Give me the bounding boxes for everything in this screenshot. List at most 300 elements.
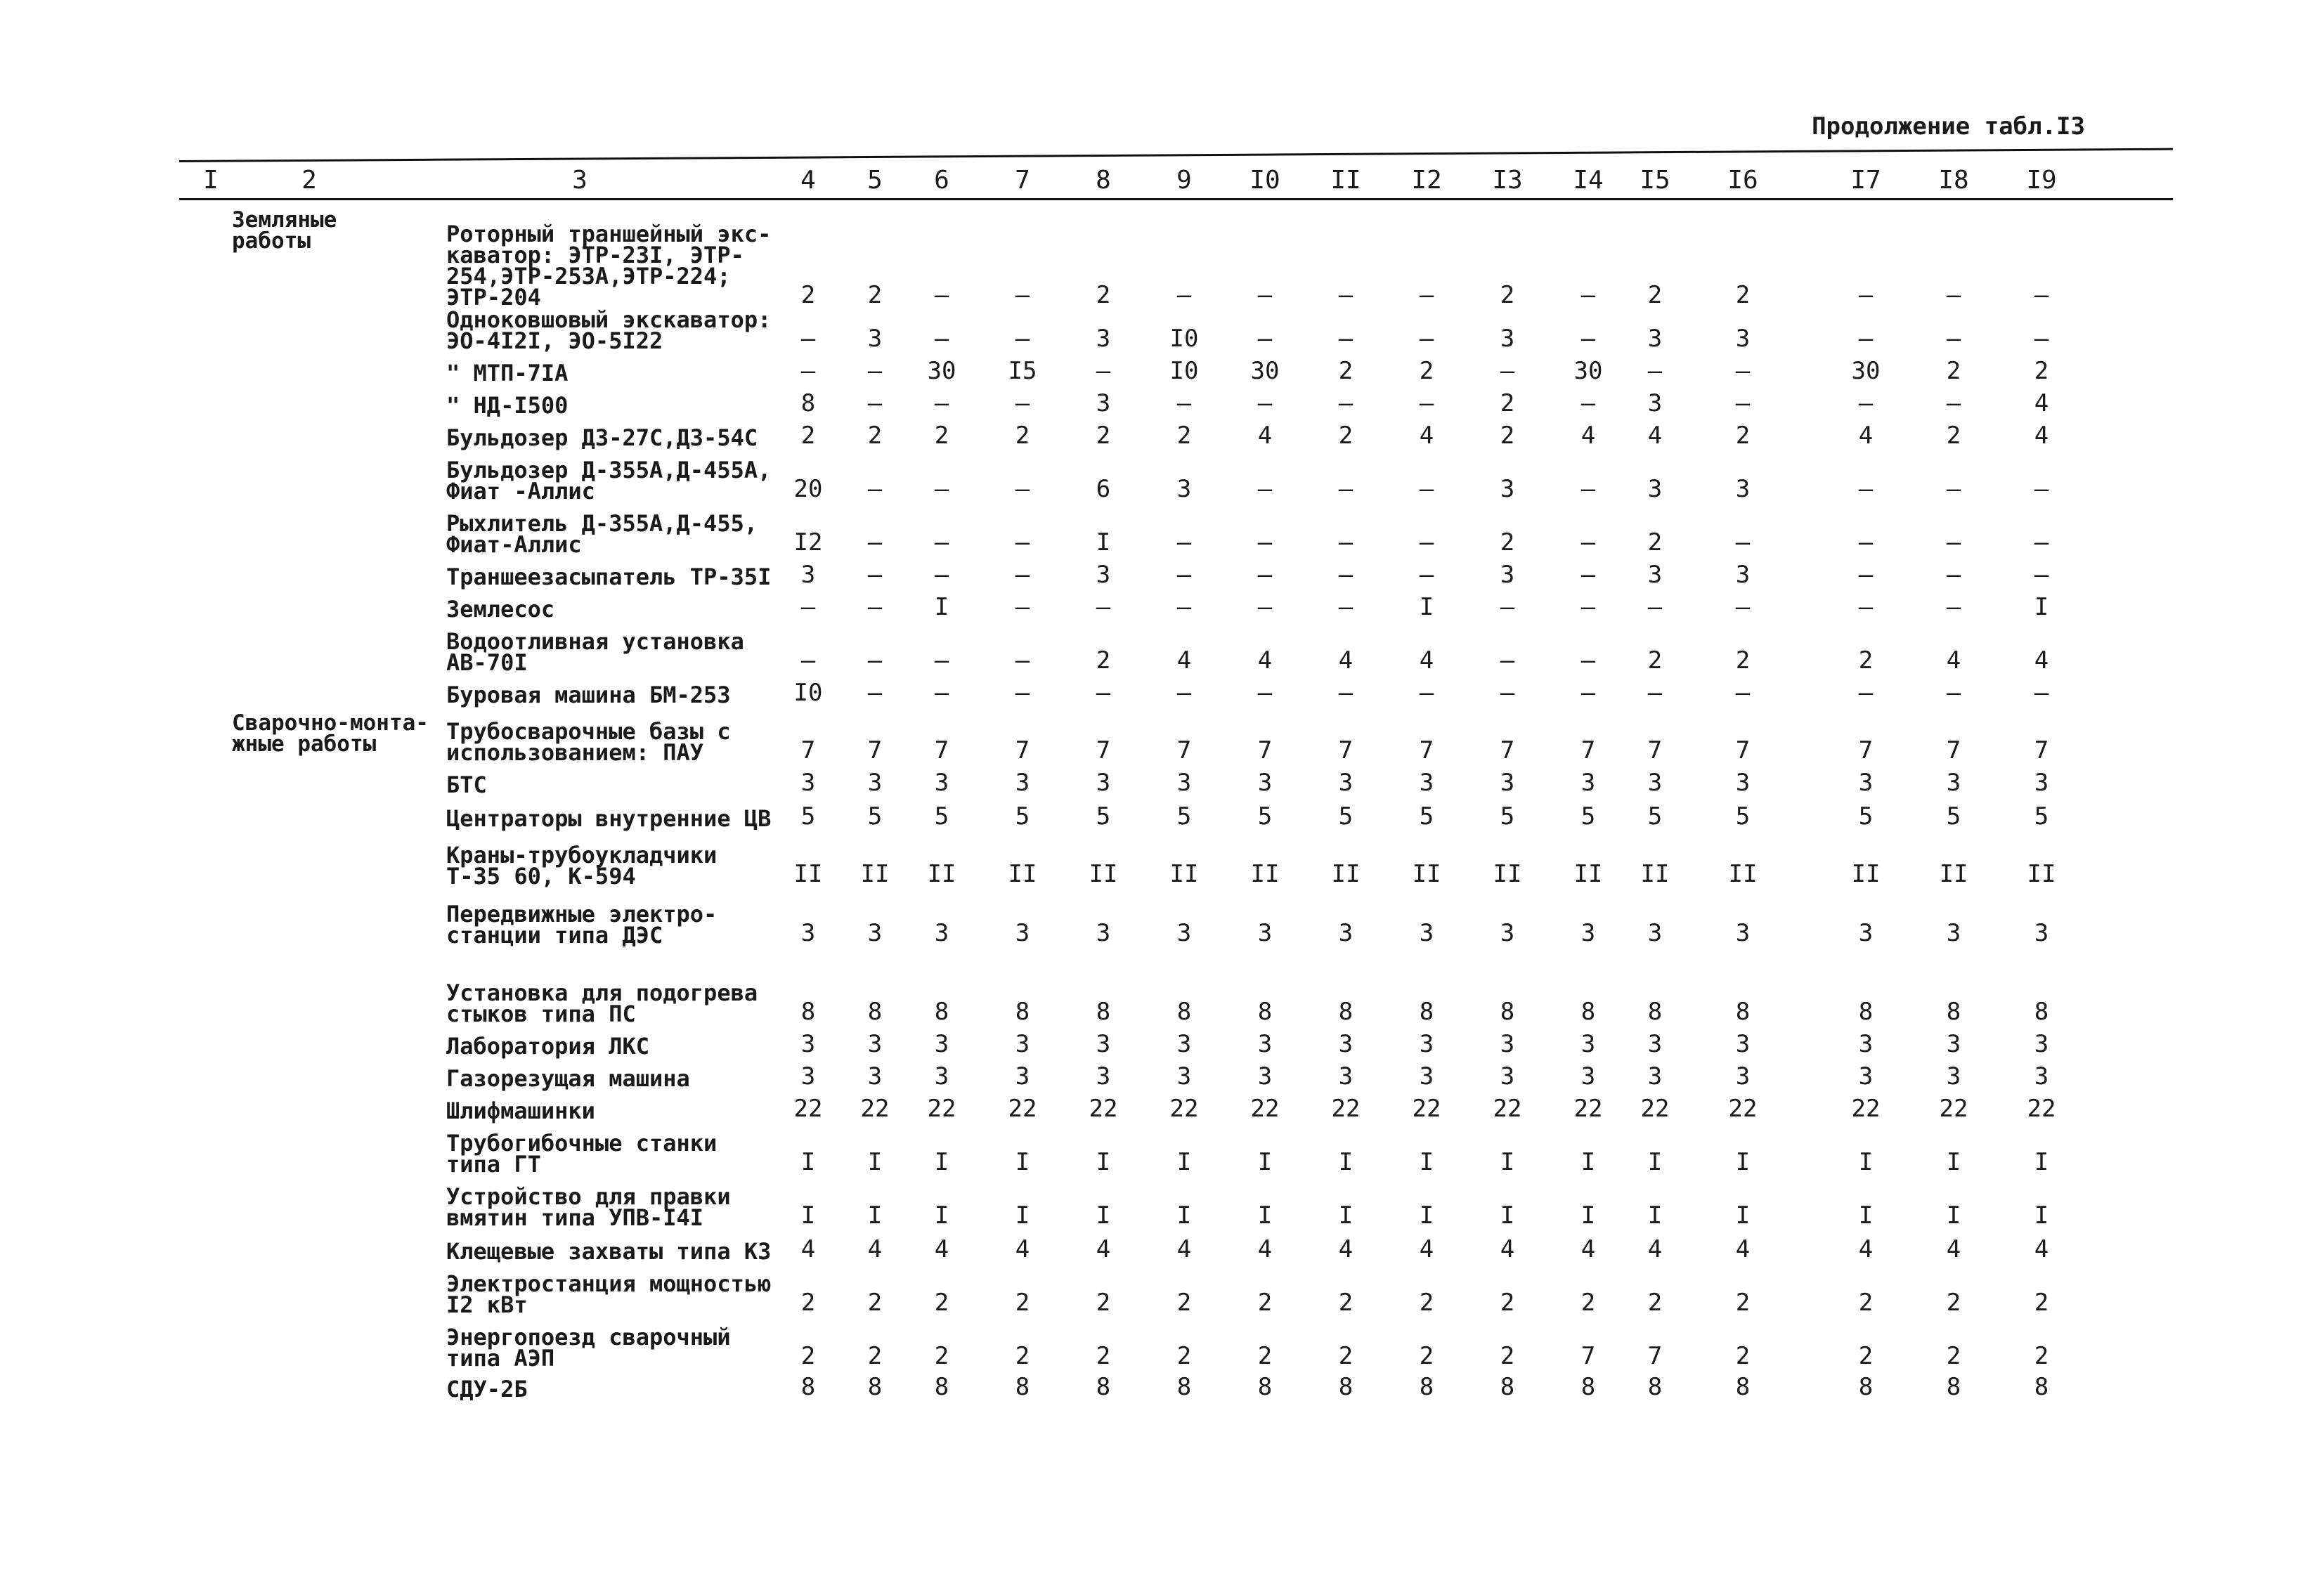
value-cell: 2 — [1735, 1342, 1751, 1370]
value-cell: – — [1580, 389, 1596, 417]
value-cell: II — [1851, 860, 1881, 888]
value-cell: 4 — [1257, 1235, 1273, 1263]
value-cell: 7 — [1176, 736, 1192, 764]
value-cell: 8 — [1176, 1373, 1192, 1401]
value-cell: I — [1015, 1148, 1030, 1176]
value-cell: 2 — [1500, 1342, 1515, 1370]
value-cell: I — [1419, 593, 1434, 621]
value-cell: 2 — [1500, 422, 1515, 450]
value-cell: – — [1419, 281, 1434, 309]
value-cell: 3 — [867, 769, 883, 797]
value-cell: – — [1946, 528, 1961, 556]
value-cell: – — [1176, 528, 1192, 556]
equipment-name: " НД-I500 — [446, 392, 569, 419]
value-cell: 2 — [800, 1289, 816, 1317]
value-cell: – — [1580, 528, 1596, 556]
value-cell: 8 — [1580, 1373, 1596, 1401]
value-cell: 2 — [800, 422, 816, 450]
value-cell: – — [1015, 593, 1030, 621]
table-row — [179, 798, 2175, 832]
header-cell: 9 — [1176, 166, 1192, 195]
equipment-name: Центраторы внутренние ЦВ — [446, 805, 772, 832]
value-cell: – — [867, 475, 883, 503]
value-cell: 30 — [927, 357, 956, 385]
value-cell: 2 — [1647, 528, 1663, 556]
value-cell: 4 — [1946, 646, 1961, 675]
value-cell: 3 — [2034, 1062, 2049, 1090]
value-cell: 3 — [1419, 769, 1434, 797]
value-cell: 3 — [1096, 325, 1111, 353]
equipment-name: Рыхлитель Д-355А,Д-455, Фиат-Аллис — [446, 510, 758, 558]
value-cell: 2 — [934, 1289, 949, 1317]
value-cell: 22 — [1089, 1095, 1118, 1123]
value-cell: 4 — [1338, 1235, 1353, 1263]
header-cell: I0 — [1249, 166, 1280, 195]
value-cell: – — [1176, 593, 1192, 621]
value-cell: I0 — [793, 679, 823, 707]
value-cell: – — [1338, 281, 1353, 309]
value-cell: 3 — [1176, 769, 1192, 797]
value-cell: 22 — [2027, 1095, 2056, 1123]
value-cell: I — [2034, 1148, 2049, 1176]
value-cell: 22 — [1939, 1095, 1968, 1123]
value-cell: 4 — [1735, 1235, 1751, 1263]
value-cell: 7 — [800, 736, 816, 764]
value-cell: 3 — [1735, 325, 1751, 353]
value-cell: 3 — [1096, 389, 1111, 417]
value-cell: I — [934, 1201, 949, 1230]
value-cell: 4 — [1580, 422, 1596, 450]
value-cell: – — [1858, 325, 1874, 353]
value-cell: 30 — [1573, 357, 1603, 385]
value-cell: – — [1176, 389, 1192, 417]
table-row — [179, 676, 2175, 708]
value-cell: – — [1257, 281, 1273, 309]
value-cell: 8 — [1735, 1373, 1751, 1401]
value-cell: 8 — [1858, 998, 1874, 1026]
value-cell: 8 — [1015, 1373, 1030, 1401]
value-cell: 3 — [1500, 325, 1515, 353]
value-cell: – — [1946, 561, 1961, 589]
table-section — [179, 708, 2175, 1402]
value-cell: I — [800, 1201, 816, 1230]
value-cell: – — [1946, 325, 1961, 353]
header-cell: I — [203, 166, 219, 195]
value-cell: 3 — [1858, 1030, 1874, 1058]
table-row — [179, 708, 2175, 766]
value-cell: 2 — [1647, 1289, 1663, 1317]
value-cell: I2 — [793, 528, 823, 556]
table-row — [179, 306, 2175, 354]
value-cell: I — [934, 593, 949, 621]
value-cell: – — [2034, 528, 2049, 556]
value-cell: – — [1946, 281, 1961, 309]
value-cell: 3 — [1647, 919, 1663, 947]
table-row — [179, 1124, 2175, 1178]
value-cell: 5 — [800, 802, 816, 831]
table-row — [179, 766, 2175, 798]
header-cell: 3 — [572, 166, 588, 195]
value-cell: – — [934, 528, 949, 556]
value-cell: 3 — [1858, 919, 1874, 947]
value-cell: 7 — [934, 736, 949, 764]
header-cell: 7 — [1015, 166, 1030, 195]
equipment-name: " МТП-7IА — [446, 360, 569, 386]
value-cell: – — [867, 561, 883, 589]
value-cell: 2 — [1858, 1289, 1874, 1317]
value-cell: 2 — [1500, 389, 1515, 417]
value-cell: 4 — [1176, 646, 1192, 675]
value-cell: 30 — [1250, 357, 1280, 385]
value-cell: 8 — [1338, 1373, 1353, 1401]
value-cell: 3 — [1647, 475, 1663, 503]
value-cell: 8 — [1580, 998, 1596, 1026]
table-row — [179, 419, 2175, 451]
value-cell: 4 — [867, 1235, 883, 1263]
value-cell: – — [1338, 475, 1353, 503]
equipment-name: БТС — [446, 771, 487, 798]
value-cell: 8 — [1500, 1373, 1515, 1401]
table-row — [179, 949, 2175, 1027]
value-cell: 2 — [867, 1342, 883, 1370]
value-cell: 3 — [867, 1062, 883, 1090]
value-cell: – — [1946, 593, 1961, 621]
header-cell: I3 — [1492, 166, 1523, 195]
value-cell: 2 — [1096, 422, 1111, 450]
value-cell: 3 — [800, 769, 816, 797]
value-cell: 3 — [1647, 1062, 1663, 1090]
value-cell: – — [1647, 357, 1663, 385]
value-cell: – — [1338, 389, 1353, 417]
value-cell: 3 — [1015, 1030, 1030, 1058]
value-cell: 2 — [1257, 1289, 1273, 1317]
value-cell: 5 — [867, 802, 883, 831]
value-cell: – — [1735, 593, 1751, 621]
value-cell: 5 — [1735, 802, 1751, 831]
value-cell: 2 — [867, 281, 883, 309]
value-cell: 3 — [2034, 1030, 2049, 1058]
value-cell: – — [1419, 325, 1434, 353]
value-cell: I — [1015, 1201, 1030, 1230]
equipment-name: Трубосварочные базы с использованием: ПАУ — [446, 718, 731, 766]
value-cell: 8 — [934, 1373, 949, 1401]
table-top-rule — [179, 148, 2173, 162]
value-cell: – — [1858, 528, 1874, 556]
value-cell: 2 — [1946, 1289, 1961, 1317]
value-cell: 4 — [2034, 389, 2049, 417]
value-cell: 3 — [1338, 919, 1353, 947]
value-cell: – — [1015, 528, 1030, 556]
value-cell: – — [1257, 325, 1273, 353]
value-cell: 2 — [800, 281, 816, 309]
value-cell: II — [1412, 860, 1441, 888]
value-cell: 8 — [1257, 998, 1273, 1026]
value-cell: I0 — [1169, 325, 1199, 353]
value-cell: 2 — [1176, 422, 1192, 450]
value-cell: – — [1735, 528, 1751, 556]
value-cell: 2 — [1735, 646, 1751, 675]
table-row — [179, 1265, 2175, 1318]
value-cell: – — [1500, 593, 1515, 621]
table-row — [179, 354, 2175, 386]
value-cell: 4 — [2034, 422, 2049, 450]
value-cell: 8 — [1257, 1373, 1273, 1401]
value-cell: 4 — [1257, 422, 1273, 450]
value-cell: 8 — [1500, 998, 1515, 1026]
value-cell: 3 — [934, 769, 949, 797]
value-cell: 7 — [1580, 736, 1596, 764]
table-row — [179, 1092, 2175, 1124]
value-cell: 3 — [1735, 769, 1751, 797]
value-cell: 2 — [2034, 1342, 2049, 1370]
equipment-name: Устройство для правки вмятин типа УПВ-I4I — [446, 1183, 731, 1231]
value-cell: 7 — [1015, 736, 1030, 764]
header-row — [179, 163, 2175, 198]
value-cell: 4 — [1419, 1235, 1434, 1263]
value-cell: 8 — [1419, 1373, 1434, 1401]
value-cell: II — [1331, 860, 1361, 888]
value-cell: 22 — [1493, 1095, 1522, 1123]
value-cell: 4 — [1647, 422, 1663, 450]
value-cell: 3 — [1946, 1062, 1961, 1090]
value-cell: I — [1419, 1201, 1434, 1230]
value-cell: 8 — [1338, 998, 1353, 1026]
value-cell: 3 — [1500, 1062, 1515, 1090]
value-cell: II — [1573, 860, 1603, 888]
value-cell: 8 — [1946, 998, 1961, 1026]
value-cell: II — [1250, 860, 1280, 888]
value-cell: 3 — [1096, 1030, 1111, 1058]
value-cell: 5 — [1176, 802, 1192, 831]
value-cell: 7 — [1500, 736, 1515, 764]
value-cell: I — [1580, 1201, 1596, 1230]
table-body — [179, 205, 2175, 1402]
value-cell: – — [1580, 325, 1596, 353]
table-row — [179, 1372, 2175, 1402]
value-cell: I5 — [1008, 357, 1037, 385]
table-row — [179, 1178, 2175, 1231]
value-cell: 2 — [1257, 1342, 1273, 1370]
value-cell: 3 — [1500, 475, 1515, 503]
value-cell: 5 — [1946, 802, 1961, 831]
table-row — [179, 890, 2175, 949]
value-cell: 2 — [1338, 1342, 1353, 1370]
value-cell: 3 — [2034, 769, 2049, 797]
value-cell: – — [1176, 561, 1192, 589]
value-cell: 22 — [927, 1095, 956, 1123]
value-cell: 3 — [1176, 1030, 1192, 1058]
header-cell: I5 — [1640, 166, 1670, 195]
value-cell: 5 — [934, 802, 949, 831]
value-cell: – — [1257, 528, 1273, 556]
value-cell: 20 — [793, 475, 823, 503]
value-cell: – — [800, 593, 816, 621]
value-cell: – — [867, 679, 883, 707]
value-cell: 2 — [867, 1289, 883, 1317]
value-cell: 2 — [1735, 281, 1751, 309]
value-cell: I — [1735, 1148, 1751, 1176]
value-cell: 3 — [1735, 1062, 1751, 1090]
value-cell: 4 — [1096, 1235, 1111, 1263]
value-cell: 3 — [1419, 1062, 1434, 1090]
value-cell: – — [1096, 593, 1111, 621]
value-cell: 3 — [1647, 389, 1663, 417]
value-cell: II — [793, 860, 823, 888]
data-table — [179, 163, 2175, 1402]
value-cell: 22 — [1728, 1095, 1758, 1123]
value-cell: 3 — [800, 1030, 816, 1058]
value-cell: 3 — [1858, 1062, 1874, 1090]
value-cell: 22 — [1169, 1095, 1199, 1123]
value-cell: – — [934, 281, 949, 309]
value-cell: – — [867, 528, 883, 556]
value-cell: 3 — [1500, 919, 1515, 947]
header-cell: 5 — [867, 166, 883, 195]
value-cell: 8 — [1015, 998, 1030, 1026]
value-cell: 4 — [934, 1235, 949, 1263]
value-cell: – — [1858, 593, 1874, 621]
value-cell: – — [1946, 475, 1961, 503]
value-cell: 3 — [867, 919, 883, 947]
value-cell: 2 — [1419, 1289, 1434, 1317]
value-cell: I — [1257, 1201, 1273, 1230]
table-row — [179, 623, 2175, 676]
value-cell: I — [1176, 1148, 1192, 1176]
value-cell: 30 — [1851, 357, 1881, 385]
value-cell: 2 — [1015, 1289, 1030, 1317]
value-cell: – — [2034, 325, 2049, 353]
value-cell: – — [1580, 561, 1596, 589]
value-cell: 3 — [1500, 769, 1515, 797]
table-row — [179, 504, 2175, 558]
value-cell: – — [934, 561, 949, 589]
value-cell: – — [800, 646, 816, 675]
equipment-name: СДУ-2Б — [446, 1376, 528, 1402]
value-cell: – — [867, 646, 883, 675]
value-cell: 7 — [1419, 736, 1434, 764]
value-cell: 7 — [2034, 736, 2049, 764]
value-cell: – — [1500, 679, 1515, 707]
value-cell: – — [1015, 325, 1030, 353]
equipment-name: Установка для подогрева стыков типа ПС — [446, 979, 758, 1027]
value-cell: 8 — [2034, 1373, 2049, 1401]
value-cell: 2 — [1338, 1289, 1353, 1317]
value-cell: I — [1096, 1201, 1111, 1230]
value-cell: 3 — [1946, 769, 1961, 797]
header-cell: 4 — [800, 166, 816, 195]
table-row — [179, 832, 2175, 890]
value-cell: 3 — [1257, 1062, 1273, 1090]
value-cell: 3 — [867, 1030, 883, 1058]
equipment-name: Газорезущая машина — [446, 1065, 690, 1092]
value-cell: 2 — [1096, 281, 1111, 309]
value-cell: – — [1647, 593, 1663, 621]
value-cell: 4 — [1858, 422, 1874, 450]
value-cell: II — [860, 860, 890, 888]
table-row — [179, 205, 2175, 311]
value-cell: 2 — [1338, 357, 1353, 385]
value-cell: 3 — [1647, 561, 1663, 589]
value-cell: 8 — [1735, 998, 1751, 1026]
value-cell: 3 — [1257, 1030, 1273, 1058]
value-cell: – — [1500, 646, 1515, 675]
value-cell: 8 — [1096, 998, 1111, 1026]
value-cell: – — [1176, 281, 1192, 309]
value-cell: 3 — [1946, 919, 1961, 947]
header-cell: I6 — [1727, 166, 1758, 195]
value-cell: – — [1580, 646, 1596, 675]
value-cell: 2 — [1858, 646, 1874, 675]
value-cell: II — [1089, 860, 1118, 888]
value-cell: 8 — [800, 389, 816, 417]
value-cell: 4 — [1257, 646, 1273, 675]
table-row — [179, 1231, 2175, 1265]
value-cell: 7 — [1257, 736, 1273, 764]
value-cell: – — [1735, 357, 1751, 385]
value-cell: – — [2034, 561, 2049, 589]
value-cell: I — [1858, 1148, 1874, 1176]
value-cell: 4 — [1946, 1235, 1961, 1263]
value-cell: I — [1338, 1201, 1353, 1230]
value-cell: 7 — [1338, 736, 1353, 764]
value-cell: 3 — [1500, 1030, 1515, 1058]
value-cell: 4 — [1858, 1235, 1874, 1263]
value-cell: I — [2034, 593, 2049, 621]
header-cell: 8 — [1096, 166, 1111, 195]
value-cell: II — [1728, 860, 1758, 888]
category-label: Сварочно-монта- жные работы — [232, 710, 429, 757]
value-cell: 5 — [1858, 802, 1874, 831]
value-cell: – — [1858, 679, 1874, 707]
value-cell: – — [1338, 593, 1353, 621]
value-cell: 5 — [1015, 802, 1030, 831]
value-cell: II — [1008, 860, 1037, 888]
equipment-name: Энергопоезд сварочный типа АЭП — [446, 1324, 731, 1372]
table-row — [179, 590, 2175, 623]
value-cell: – — [1096, 679, 1111, 707]
value-cell: I — [1176, 1201, 1192, 1230]
value-cell: – — [1735, 389, 1751, 417]
equipment-name: Одноковшовый экскаватор: ЭО-4I2I, ЭО-5I22 — [446, 306, 772, 354]
value-cell: – — [1946, 679, 1961, 707]
value-cell: 5 — [1338, 802, 1353, 831]
value-cell: – — [1580, 475, 1596, 503]
value-cell: 2 — [1419, 1342, 1434, 1370]
value-cell: 4 — [1647, 1235, 1663, 1263]
value-cell: 2 — [1946, 1342, 1961, 1370]
value-cell: 22 — [1331, 1095, 1361, 1123]
value-cell: 3 — [934, 919, 949, 947]
header-cell: I4 — [1573, 166, 1604, 195]
table-row — [179, 386, 2175, 419]
value-cell: I — [1647, 1201, 1663, 1230]
header-cell: 6 — [934, 166, 949, 195]
value-cell: 3 — [1735, 561, 1751, 589]
value-cell: 4 — [1419, 422, 1434, 450]
value-cell: 3 — [1580, 1062, 1596, 1090]
value-cell: – — [1015, 646, 1030, 675]
value-cell: 7 — [867, 736, 883, 764]
value-cell: 3 — [1647, 1030, 1663, 1058]
value-cell: 4 — [1015, 1235, 1030, 1263]
value-cell: – — [1735, 679, 1751, 707]
header-cell: I9 — [2026, 166, 2057, 195]
value-cell: 5 — [1257, 802, 1273, 831]
value-cell: 3 — [1015, 919, 1030, 947]
equipment-name: Траншеезасыпатель ТР-35I — [446, 564, 772, 590]
value-cell: – — [1419, 389, 1434, 417]
value-cell: 3 — [2034, 919, 2049, 947]
